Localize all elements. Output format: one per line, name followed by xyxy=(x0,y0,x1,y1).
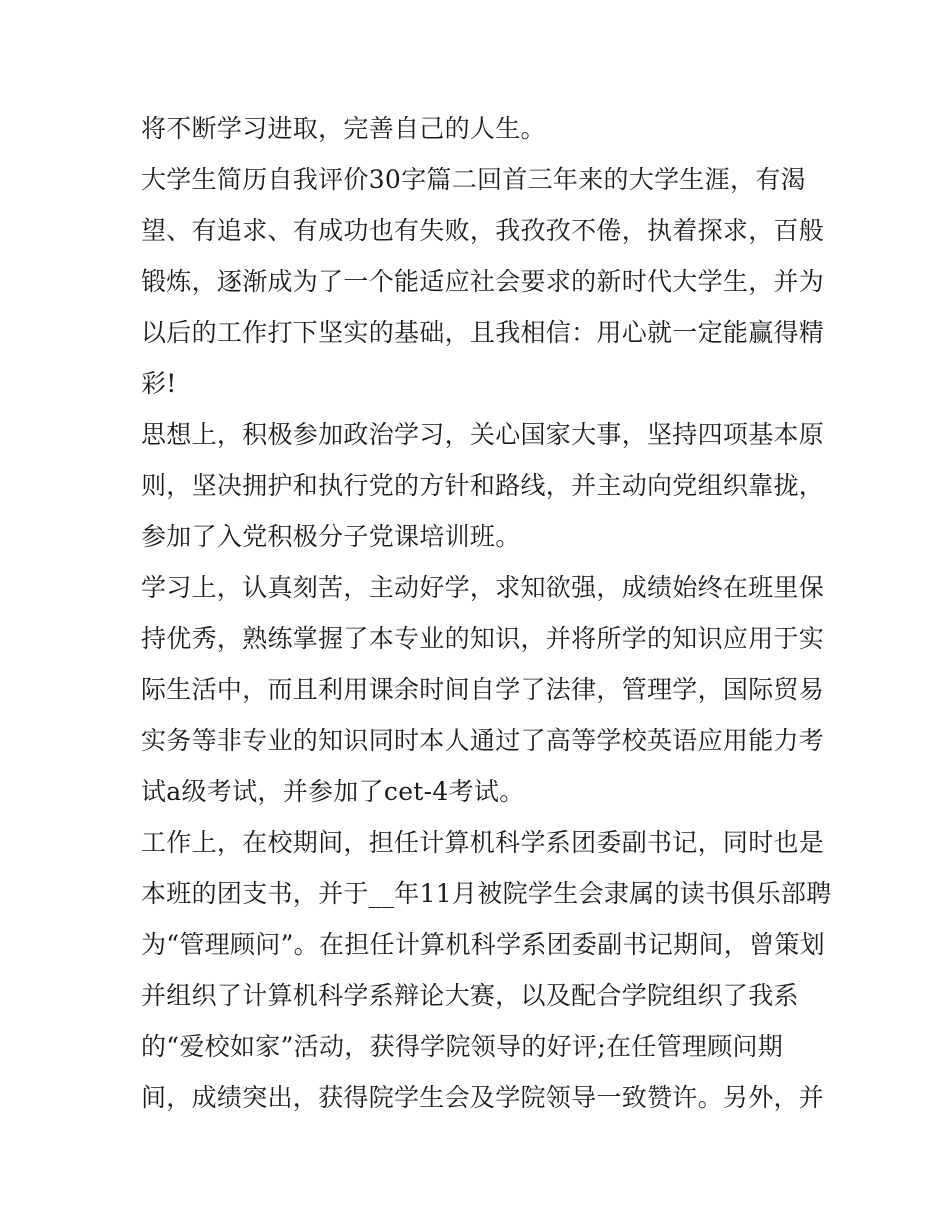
text-line: 间，成绩突出，获得院学生会及学院领导一致赞许。另外，并 xyxy=(141,1083,825,1112)
text-line: 以后的工作打下坚实的基础，且我相信：用心就一定能赢得精 xyxy=(141,318,825,347)
text-line: 思想上，积极参加政治学习，关心国家大事，坚持四项基本原 xyxy=(141,420,825,449)
text-line: 的“爱校如家”活动，获得学院领导的好评;在任管理顾问期 xyxy=(141,1032,784,1061)
text-line: 工作上，在校期间，担任计算机科学系团委副书记，同时也是 xyxy=(141,828,825,857)
text-line: 并组织了计算机科学系辩论大赛，以及配合学院组织了我系 xyxy=(141,981,799,1010)
text-line: 参加了入党积极分子党课培训班。 xyxy=(141,522,521,551)
text-line: 则，坚决拥护和执行党的方针和路线，并主动向党组织靠拢， xyxy=(141,471,825,500)
text-line: 为“管理顾问”。在担任计算机科学系团委副书记期间，曾策划 xyxy=(141,930,825,959)
text-line: 彩! xyxy=(141,369,177,398)
text-line: 试a级考试，并参加了cet-4考试。 xyxy=(141,777,525,806)
text-line: 持优秀，熟练掌握了本专业的知识，并将所学的知识应用于实 xyxy=(141,624,825,653)
text-line: 大学生简历自我评价30字篇二回首三年来的大学生涯，有渴 xyxy=(141,165,806,194)
text-line: 望、有追求、有成功也有失败，我孜孜不倦，执着探求，百般 xyxy=(141,216,825,245)
text-line: 锻炼，逐渐成为了一个能适应社会要求的新时代大学生，并为 xyxy=(141,267,825,296)
text-line: 将不断学习进取，完善自己的人生。 xyxy=(141,114,546,143)
text-line: 本班的团支书，并于__年11月被院学生会隶属的读书俱乐部聘 xyxy=(141,879,832,908)
text-line: 际生活中，而且利用课余时间自学了法律，管理学，国际贸易 xyxy=(141,675,825,704)
text-line: 实务等非专业的知识同时本人通过了高等学校英语应用能力考 xyxy=(141,726,825,755)
text-line: 学习上，认真刻苦，主动好学，求知欲强，成绩始终在班里保 xyxy=(141,573,825,602)
